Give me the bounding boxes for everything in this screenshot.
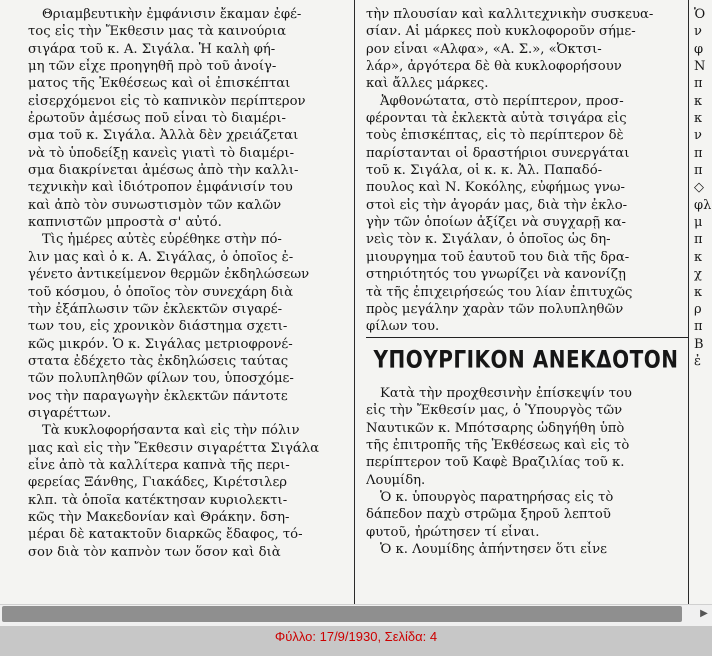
text-line: γένετο ἀντικείμενον θερμῶν ἐκδηλώσεων <box>28 267 310 283</box>
text-line: ν <box>694 128 702 144</box>
text-line: τοὺς ἐπισκέπτας, εἰς τὸ περίπτερον δὲ <box>366 128 624 144</box>
text-line: π <box>694 145 703 161</box>
text-line: τὴν ἐξάπλωσιν τῶν ἐκλεκτῶν σιγαρέ- <box>28 301 283 317</box>
text-line: Ἀφθονώτατα, στὸ περίπτερον, προσ- <box>380 93 624 109</box>
text-line: τῶν πολυπληθῶν φίλων του, ὑποσχόμε- <box>28 371 294 387</box>
scrollbar-thumb[interactable] <box>2 606 682 622</box>
text-line: φέρονται τὰ ἐκλεκτὰ αὐτὰ τσιγάρα εἰς <box>366 111 627 127</box>
column-divider-edge <box>688 0 689 604</box>
text-line: κ <box>694 249 703 265</box>
text-line: φίλων του. <box>366 319 440 335</box>
text-line: ἐ <box>694 353 701 369</box>
text-line: στηριότητός του γνωρίζει νὰ κανονίζῃ <box>366 267 626 283</box>
text-line: τεχνικὴν καὶ ἰδιότροπον ἐμφάνισίν του <box>28 180 293 196</box>
column-divider <box>354 0 355 604</box>
text-line: μας καὶ εἰς τὴν Ἔκθεσιν σιγαρέττα Σιγάλα <box>28 440 320 456</box>
text-line: Λουμίδη. <box>366 472 426 488</box>
text-line: κ <box>694 284 703 300</box>
text-line: στατα ἐδέχετο τὰς ἐκδηλώσεις ταύτας <box>28 353 289 369</box>
text-line: π <box>694 232 703 248</box>
text-line: π <box>694 319 703 335</box>
text-line: εἶνε ἀπὸ τὰ καλλίτερα καπνὰ τῆς περι- <box>28 457 290 473</box>
text-line: τῆς ἐπιτροπῆς τῆς Ἐκθέσεως καὶ εἰς τὸ <box>366 438 630 454</box>
text-line: φλ <box>694 197 712 213</box>
text-line: περίπτερον τοῦ Καφὲ Βραζιλίας τοῦ κ. <box>366 455 625 471</box>
issue-caption: Φύλλο: 17/9/1930, Σελίδα: 4 <box>274 629 438 644</box>
scroll-right-icon[interactable]: ▶ <box>700 608 708 619</box>
text-line: πουλος καὶ Ν. Κοκόλης, εὐφήμως γνω- <box>366 180 625 196</box>
text-line: π <box>694 163 703 179</box>
text-line: σιγαρέττων. <box>28 405 112 421</box>
text-line: κ <box>694 111 703 127</box>
text-line: των του, εἰς χρονικὸν διάστημα σχετι- <box>28 319 288 335</box>
heading-rule-top <box>366 337 688 338</box>
text-line: τοῦ κόσμου, ὁ ὁποῖος τὸν συνεχάρη διὰ <box>28 284 293 300</box>
text-line: εἰς τὴν Ἔκθεσίν μας, ὁ Ὑπουργὸς τῶν <box>366 403 623 419</box>
text-line: τος εἰς τὴν Ἔκθεσιν μας τὰ καινούρια <box>28 24 287 40</box>
text-line: Ὁ <box>694 7 706 22</box>
text-line: Ὁ κ. ὑπουργὸς παρατηρήσας εἰς τὸ <box>380 490 614 506</box>
text-line: λάρ», ἀργότερα δὲ θὰ κυκλοφορήσουν <box>366 59 622 75</box>
text-line: δάπεδον παχὺ στρῶμα ξηροῦ λεπτοῦ <box>366 507 611 523</box>
text-line: Ναυτικῶν κ. Μπότσαρης ὡδηγήθη ὑπὸ <box>366 420 625 436</box>
text-line: καὶ ἀπὸ τὸν συνωστισμὸν τῶν καλῶν <box>28 197 282 213</box>
text-line: εἰσερχόμενοι εἰς τὸ καπνικὸν περίπτερον <box>28 93 306 109</box>
text-line: Θριαμβευτικὴν ἐμφάνισιν ἔκαμαν ἐφέ- <box>42 7 302 22</box>
text-line: χ <box>694 267 702 283</box>
text-line: νεὶς τὸν κ. Σιγάλαν, ὁ ὁποῖος ὡς δη- <box>366 232 611 248</box>
text-line: Ὁ κ. Λουμίδης ἀπήντησεν ὅτι εἶνε <box>380 542 607 558</box>
text-line: καὶ ἄλλες μάρκες. <box>366 76 489 92</box>
article-column-left <box>28 6 344 561</box>
text-line: κ <box>694 93 703 109</box>
article-column-right <box>366 6 688 336</box>
text-line: νὰ τὸ ὑποδείξῃ κανεὶς γιατὶ τὸ διαμέρι- <box>28 145 295 161</box>
text-line: Β <box>694 336 704 352</box>
text-line: στοὶ εἰς τὴν ἀγοράν μας, διὰ τὴν ἐκλο- <box>366 197 628 213</box>
article-column-edge <box>694 6 712 370</box>
text-line: κῶς μικρόν. Ὁ κ. Σιγάλας μετριοφρονέ- <box>28 336 293 352</box>
text-line: τὰ τῆς ἐπιχειρήσεώς του λίαν ἐπιτυχῶς <box>366 284 633 300</box>
text-line: σίαν. Αἱ μάρκες ποὺ κυκλοφοροῦν σήμε- <box>366 24 636 40</box>
article-heading: ΥΠΟΥΡΓΙΚΟΝ ΑΝΕΚΔΟΤΟΝ <box>373 344 679 374</box>
text-line: παρίστανται οἱ δραστήριοι συνεργάται <box>366 145 630 161</box>
text-line: ματος τῆς Ἐκθέσεως καὶ οἱ ἐπισκέπται <box>28 76 291 92</box>
text-line: γὴν τῶν ὁποίων ἀξίζει νὰ συγχαρῇ κα- <box>366 215 626 231</box>
text-line: σμα τοῦ κ. Σιγάλα. Ἀλλὰ δὲν χρειάζεται <box>28 128 299 144</box>
text-line: κλπ. τὰ ὁποῖα κατέκτησαν κυριολεκτι- <box>28 492 288 508</box>
text-line: σμα διακρίνεται ἀμέσως ἀπὸ τὴν καλλι- <box>28 163 299 179</box>
text-line: τοῦ κ. Σιγάλα, οἱ κ. κ. Ἀλ. Παπαδό- <box>366 163 603 179</box>
text-line: λιν μας καὶ ὁ κ. Α. Σιγάλας, ὁ ὁποῖος ἐ- <box>28 249 294 265</box>
text-line: σιγάρα τοῦ κ. Α. Σιγάλα. Ἡ καλὴ φή- <box>28 41 276 57</box>
text-line: σον διὰ τὸν καπνὸν των ὅσον καὶ διὰ <box>28 544 281 560</box>
text-line: Ν <box>694 59 706 75</box>
text-line: φ <box>694 41 704 57</box>
text-line: μιουργημα τοῦ ἑαυτοῦ του διὰ τῆς δρα- <box>366 249 630 265</box>
text-line: ρον εἶναι «Αλφα», «Α. Σ.», «Ὀκτσι- <box>366 41 602 57</box>
text-line: πρὸς μεγάλην χαρὰν τῶν πολυπληθῶν <box>366 301 624 317</box>
text-line: νος τὴν παραγωγὴν ἐκλεκτῶν πάντοτε <box>28 388 288 404</box>
text-line: μέραι δὲ κατακτοῦν διαρκῶς ἔδαφος, τό- <box>28 527 303 543</box>
text-line: ◇ <box>694 180 704 196</box>
text-line: τὴν πλουσίαν καὶ καλλιτεχνικὴν συσκευα- <box>366 7 654 22</box>
text-line: κῶς τὴν Μακεδονίαν καὶ Θράκην. δση- <box>28 509 290 525</box>
text-line: ρ <box>694 301 702 317</box>
text-line: φυτοῦ, ἠρώτησεν τί εἶναι. <box>366 524 540 540</box>
text-line: μη τῶν εἶχε προηγηθῆ πρὸ τοῦ ἀνοίγ- <box>28 59 277 75</box>
text-line: μ <box>694 215 703 231</box>
text-line: ἐρωτοῦν ἀμέσως ποῦ εἶναι τὸ διαμέρι- <box>28 111 287 127</box>
text-line: Κατὰ τὴν προχθεσινὴν ἐπίσκεψίν του <box>380 386 632 401</box>
page-footer <box>0 626 712 656</box>
text-line: π <box>694 76 703 92</box>
article-column-right-continued <box>366 385 688 558</box>
text-line: Τὰ κυκλοφορήσαντα καὶ εἰς τὴν πόλιν <box>42 423 300 439</box>
text-line: Τὶς ἡμέρες αὐτὲς εὑρέθηκε στὴν πό- <box>42 232 282 248</box>
text-line: ν <box>694 24 702 40</box>
text-line: φερείας Ξάνθης, Γιακάδες, Κιρέτσιλερ <box>28 475 288 491</box>
text-line: καπνιστῶν μπροστὰ σ' αὐτό. <box>28 215 222 231</box>
